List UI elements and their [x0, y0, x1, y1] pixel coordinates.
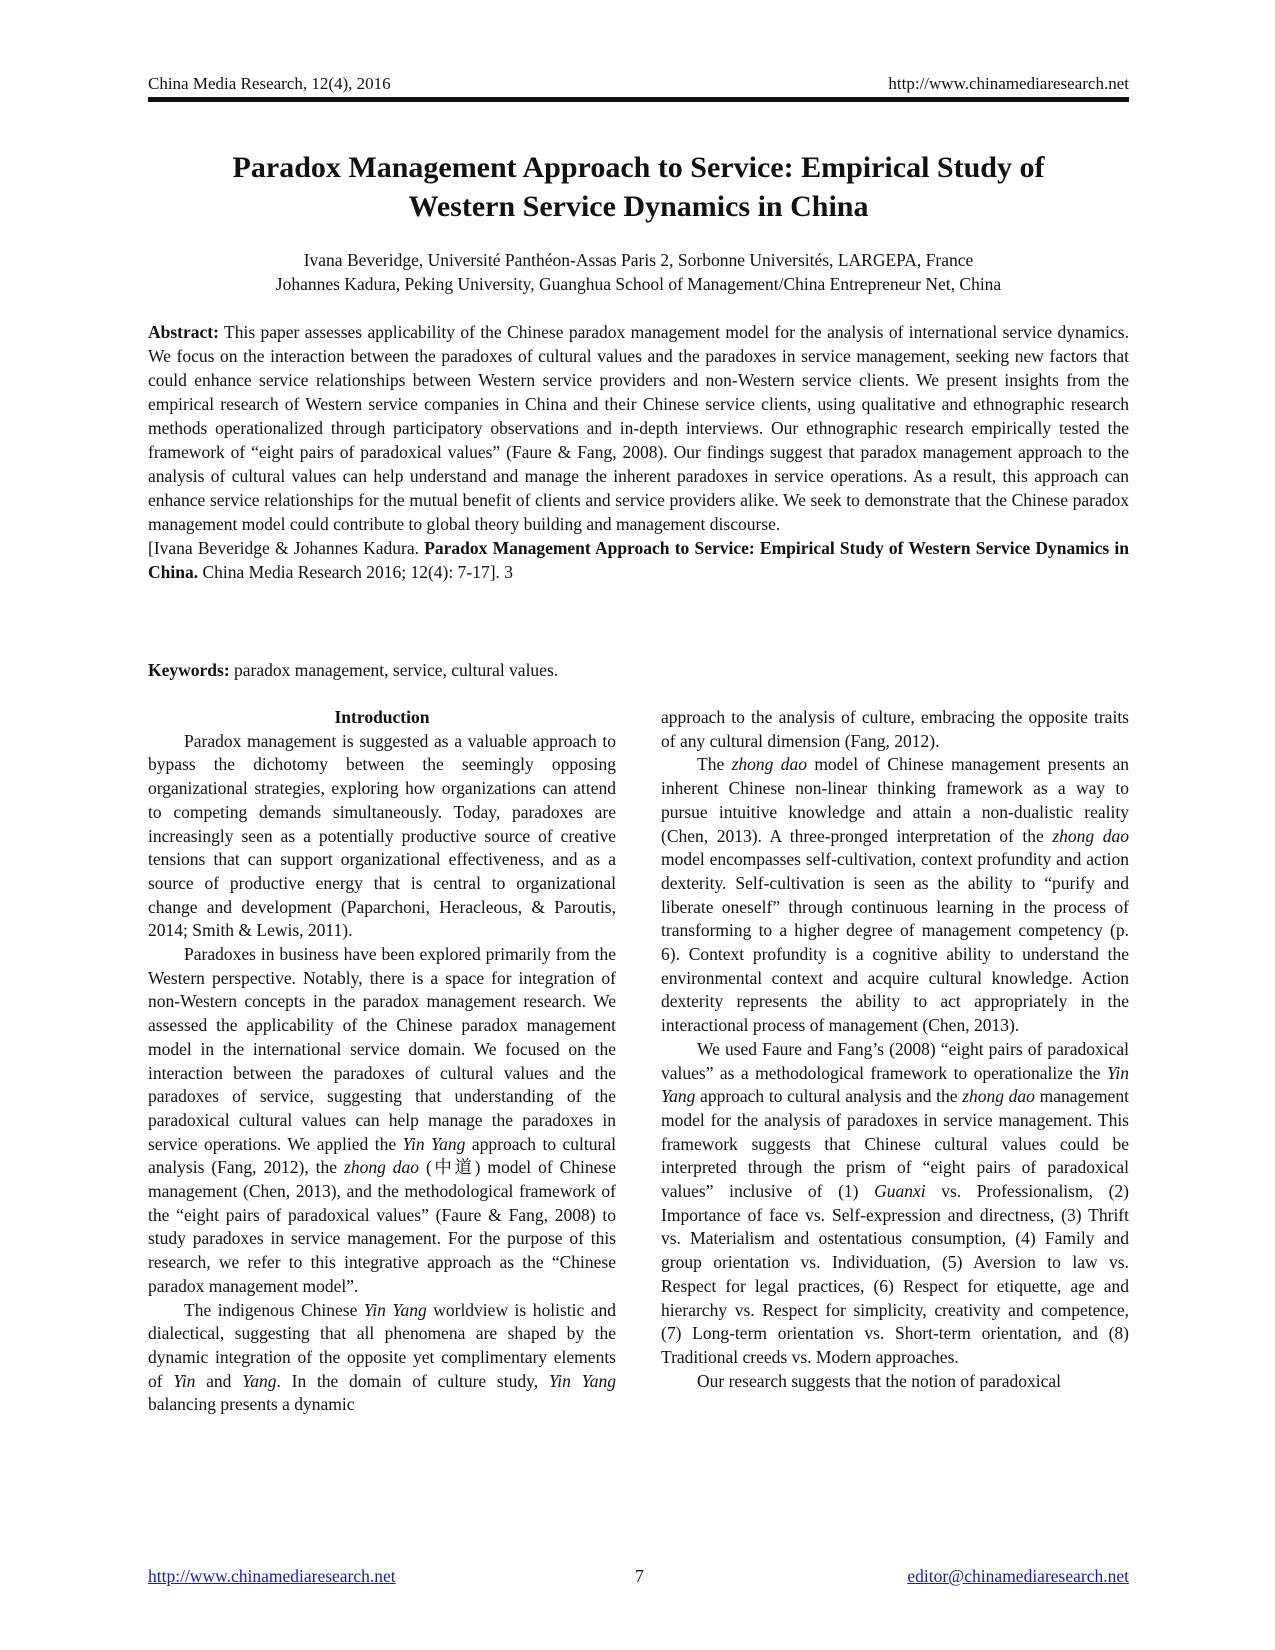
author-list [148, 248, 1129, 296]
footer-url-link[interactable]: http://www.chinamediaresearch.net [148, 1566, 396, 1586]
author-2: Johannes Kadura, Peking University, Guanghua School of Management/China Entrepreneur Net, China [275, 274, 1002, 294]
paragraph: The zhong dao model of Chinese management presents an inherent Chinese non-linear thinking framework as a way to pursue intuitive knowledge and attain a non-dualistic reality (Chen, 2013). A three-pronged interpretation of the zhong dao model encompasses self-cultivation, context profundity and action dexterity. Self-cultivation is seen as the ability to “purify and liberate oneself” through continuous learning in the process of transforming to a higher degree of management competency (p. 6). Context profundity is a cognitive ability to understand the environmental context and acquire cultural knowledge. Action dexterity represents the ability to act appropriately in the interactional process of management (Chen, 2013). [661, 754, 1129, 1036]
keywords-text: paradox management, service, cultural values. [229, 660, 559, 680]
abstract-text: This paper assesses applicability of the Chinese paradox management model for the analysis of international service dynamics. We focus on the interaction between the paradoxes of cultural values and the paradoxes in service management, seeking new factors that could enhance service relationships between Western service providers and non-Western service clients. We present insights from the empirical research of Western service companies in China and their Chinese service clients, using qualitative and ethnographic research methods operationalized through participatory observations and in-depth interviews. Our ethnographic research empirically tested the framework of “eight pairs of paradoxical values” (Faure & Fang, 2008). Our findings suggest that paradox management approach to the analysis of cultural values can help understand and manage the inherent paradoxes in service operations. As a result, this approach can enhance service relationships for the mutual benefit of clients and service providers alike. We seek to demonstrate that the Chinese paradox management model could contribute to global theory building and management discourse. [148, 322, 1129, 534]
abstract [148, 320, 1129, 584]
footer-email-link[interactable]: editor@chinamediaresearch.net [907, 1566, 1129, 1586]
paper-title [148, 148, 1129, 226]
header-rule [148, 97, 1129, 102]
citation-title: Paradox Management Approach to Service: Empirical Study of Western Service Dynamics in China. [148, 538, 1130, 582]
journal-name: China Media Research, 12(4), 2016 [148, 74, 391, 93]
paragraph: approach to the analysis of culture, embracing the opposite traits of any cultural dimension (Fang, 2012). [661, 707, 1129, 751]
citation [148, 536, 1129, 584]
paragraph: Our research suggests that the notion of paradoxical [697, 1370, 1061, 1391]
paragraph: We used Faure and Fang’s (2008) “eight pairs of paradoxical values” as a methodological framework to operationalize the Yin Yang approach to cultural analysis and the zhong dao management model for the analysis of paradoxes in service management. This framework suggests that Chinese cultural values could be interpreted through the prism of “eight pairs of paradoxical values” inclusive of (1) Guanxi vs. Professionalism, (2) Importance of face vs. Self-expression and directness, (3) Thrift vs. Materialism and ostentatious consumption, (4) Family and group orientation vs. Individuation, (5) Aversion to law vs. Respect for legal practices, (6) Respect for etiquette, age and hierarchy vs. Respect for simplicity, creativity and competence, (7) Long-term orientation vs. Short-term orientation, and (8) Traditional creeds vs. Modern approaches. [661, 1038, 1130, 1367]
paragraph: The indigenous Chinese Yin Yang worldview is holistic and dialectical, suggesting that all phenomena are shaped by the dynamic integration of the opposite yet complimentary elements of Yin and Yang. In the domain of culture study, Yin Yang balancing presents a dynamic [148, 1299, 616, 1415]
author-1: Ivana Beveridge, Université Panthéon-Assas Paris 2, Sorbonne Universités, LARGEPA, France [303, 250, 974, 270]
keywords-label: Keywords: [148, 660, 230, 680]
citation-authors: [Ivana Beveridge & Johannes Kadura. [148, 538, 425, 558]
keywords [148, 658, 1129, 682]
title-line-1: Paradox Management Approach to Service: Empirical Study of [232, 151, 1045, 184]
page-number: 7 [635, 1566, 644, 1586]
abstract-label: Abstract: [148, 322, 219, 342]
running-header [148, 74, 1129, 96]
title-line-2: Western Service Dynamics in China [408, 190, 869, 223]
left-column [148, 706, 616, 1417]
citation-source: China Media Research 2016; 12(4): 7-17]. 3 [198, 562, 514, 582]
abstract-body [148, 320, 1129, 536]
right-column [661, 706, 1129, 1393]
paragraph: Paradoxes in business have been explored primarily from the Western perspective. Notably, there is a space for integration of non-Western concepts in the paradox management research. We assessed the applicability of the Chinese paradox management model in the international service domain. We focused on the interaction between the paradoxes of cultural values and the paradoxes of service, suggesting that understanding of the paradoxical cultural values can help manage the paradoxes in service operations. We applied the Yin Yang approach to cultural analysis (Fang, 2012), the zhong dao (中道) model of Chinese management (Chen, 2013), and the methodological framework of the “eight pairs of paradoxical values” (Faure & Fang, 2008) to study paradoxes in service management. For the purpose of this research, we refer to this integrative approach as the “Chinese paradox management model”. [148, 944, 617, 1296]
section-heading-introduction: Introduction [334, 707, 430, 727]
journal-url: http://www.chinamediaresearch.net [888, 74, 1129, 93]
paragraph: Paradox management is suggested as a valuable approach to bypass the dichotomy between the seemingly opposing organizational strategies, exploring how organizations can attend to competing demands simultaneously. Today, paradoxes are increasingly seen as a potentially productive source of creative tensions that can support organizational effectiveness, and as a source of productive energy that is central to organizational change and development (Paparchoni, Heracleous, & Paroutis, 2014; Smith & Lewis, 2011). [148, 730, 616, 941]
